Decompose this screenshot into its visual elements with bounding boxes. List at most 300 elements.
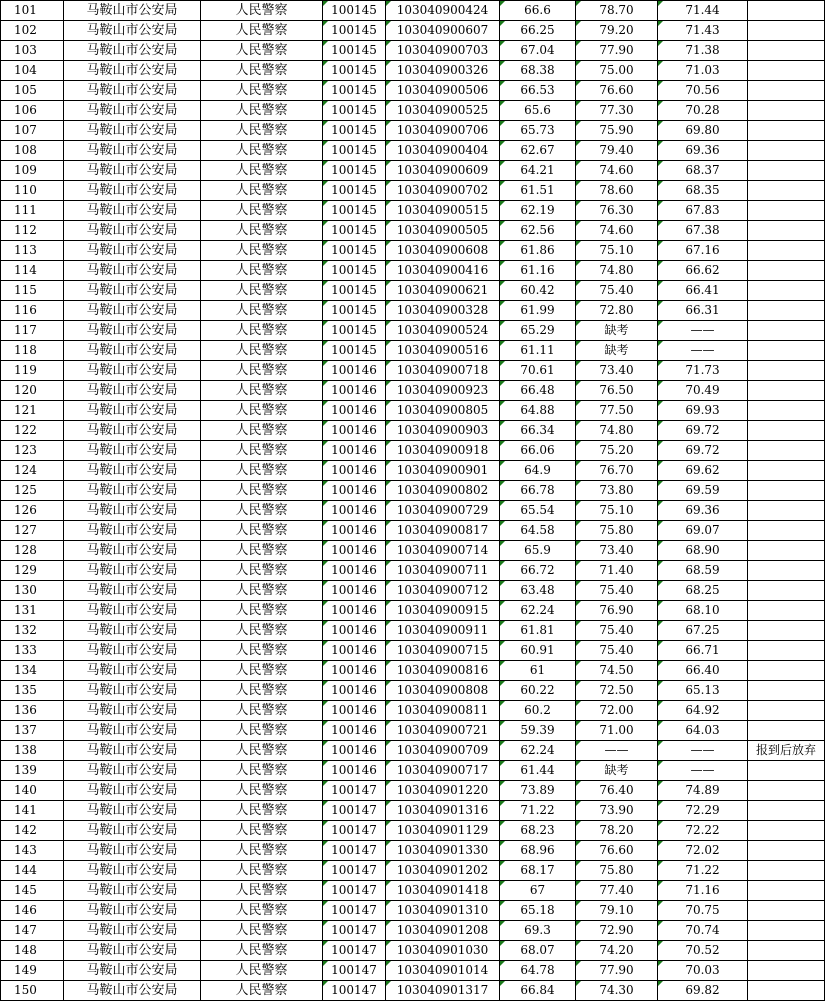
row-number-cell: 139 xyxy=(1,761,64,781)
position-code-cell: 100147 xyxy=(323,881,386,901)
position-cell: 人民警察 xyxy=(201,841,323,861)
note-cell xyxy=(748,641,825,661)
total-score-cell: 67.83 xyxy=(658,201,748,221)
position-code-cell: 100146 xyxy=(323,501,386,521)
row-number-cell: 149 xyxy=(1,961,64,981)
note-cell xyxy=(748,181,825,201)
exam-ticket-cell: 103040900525 xyxy=(386,101,500,121)
table-row xyxy=(1,661,825,681)
written-score-cell: 67.04 xyxy=(500,41,576,61)
note-cell xyxy=(748,881,825,901)
unit-cell: 马鞍山市公安局 xyxy=(64,661,201,681)
row-number-cell: 142 xyxy=(1,821,64,841)
total-score-cell: —— xyxy=(658,321,748,341)
table-row xyxy=(1,841,825,861)
note-cell xyxy=(748,381,825,401)
note-cell xyxy=(748,801,825,821)
total-score-cell: —— xyxy=(658,761,748,781)
unit-cell: 马鞍山市公安局 xyxy=(64,921,201,941)
note-cell xyxy=(748,781,825,801)
row-number-cell: 104 xyxy=(1,61,64,81)
exam-ticket-cell: 103040900328 xyxy=(386,301,500,321)
position-code-cell: 100145 xyxy=(323,301,386,321)
written-score-cell: 66.53 xyxy=(500,81,576,101)
row-number-cell: 129 xyxy=(1,561,64,581)
table-row xyxy=(1,921,825,941)
table-row xyxy=(1,441,825,461)
unit-cell: 马鞍山市公安局 xyxy=(64,201,201,221)
exam-ticket-cell: 103040900424 xyxy=(386,1,500,21)
interview-score-cell: 74.50 xyxy=(576,661,658,681)
note-cell xyxy=(748,241,825,261)
position-cell: 人民警察 xyxy=(201,881,323,901)
table-row xyxy=(1,61,825,81)
interview-score-cell: 71.00 xyxy=(576,721,658,741)
row-number-cell: 122 xyxy=(1,421,64,441)
unit-cell: 马鞍山市公安局 xyxy=(64,521,201,541)
unit-cell: 马鞍山市公安局 xyxy=(64,641,201,661)
unit-cell: 马鞍山市公安局 xyxy=(64,81,201,101)
table-row xyxy=(1,761,825,781)
exam-ticket-cell: 103040900805 xyxy=(386,401,500,421)
total-score-cell: 70.74 xyxy=(658,921,748,941)
total-score-cell: 64.92 xyxy=(658,701,748,721)
row-number-cell: 127 xyxy=(1,521,64,541)
interview-score-cell: 74.30 xyxy=(576,981,658,1001)
row-number-cell: 119 xyxy=(1,361,64,381)
note-cell xyxy=(748,581,825,601)
interview-score-cell: 76.90 xyxy=(576,601,658,621)
written-score-cell: 68.23 xyxy=(500,821,576,841)
table-row xyxy=(1,721,825,741)
table-row xyxy=(1,681,825,701)
written-score-cell: 66.84 xyxy=(500,981,576,1001)
table-row xyxy=(1,341,825,361)
written-score-cell: 69.3 xyxy=(500,921,576,941)
unit-cell: 马鞍山市公安局 xyxy=(64,881,201,901)
note-cell xyxy=(748,121,825,141)
exam-ticket-cell: 103040900811 xyxy=(386,701,500,721)
written-score-cell: 62.56 xyxy=(500,221,576,241)
row-number-cell: 116 xyxy=(1,301,64,321)
row-number-cell: 145 xyxy=(1,881,64,901)
position-code-cell: 100146 xyxy=(323,621,386,641)
note-cell xyxy=(748,301,825,321)
exam-ticket-cell: 103040900915 xyxy=(386,601,500,621)
row-number-cell: 105 xyxy=(1,81,64,101)
position-code-cell: 100146 xyxy=(323,761,386,781)
exam-ticket-cell: 103040900506 xyxy=(386,81,500,101)
table-row xyxy=(1,981,825,1001)
position-cell: 人民警察 xyxy=(201,421,323,441)
unit-cell: 马鞍山市公安局 xyxy=(64,161,201,181)
note-cell xyxy=(748,981,825,1001)
written-score-cell: 64.21 xyxy=(500,161,576,181)
row-number-cell: 143 xyxy=(1,841,64,861)
position-cell: 人民警察 xyxy=(201,621,323,641)
exam-ticket-cell: 103040900712 xyxy=(386,581,500,601)
total-score-cell: 74.89 xyxy=(658,781,748,801)
interview-score-cell: 缺考 xyxy=(576,321,658,341)
exam-ticket-cell: 103040900621 xyxy=(386,281,500,301)
unit-cell: 马鞍山市公安局 xyxy=(64,321,201,341)
interview-score-cell: —— xyxy=(576,741,658,761)
total-score-cell: 69.36 xyxy=(658,501,748,521)
written-score-cell: 64.78 xyxy=(500,961,576,981)
position-cell: 人民警察 xyxy=(201,341,323,361)
total-score-cell: 69.72 xyxy=(658,441,748,461)
exam-ticket-cell: 103040901030 xyxy=(386,941,500,961)
row-number-cell: 112 xyxy=(1,221,64,241)
table-row xyxy=(1,241,825,261)
position-code-cell: 100146 xyxy=(323,461,386,481)
position-cell: 人民警察 xyxy=(201,921,323,941)
exam-ticket-cell: 103040900703 xyxy=(386,41,500,61)
note-cell xyxy=(748,681,825,701)
total-score-cell: —— xyxy=(658,741,748,761)
total-score-cell: 69.82 xyxy=(658,981,748,1001)
exam-ticket-cell: 103040900709 xyxy=(386,741,500,761)
position-code-cell: 100145 xyxy=(323,181,386,201)
table-row xyxy=(1,801,825,821)
note-cell xyxy=(748,1,825,21)
unit-cell: 马鞍山市公安局 xyxy=(64,141,201,161)
position-code-cell: 100146 xyxy=(323,401,386,421)
position-cell: 人民警察 xyxy=(201,41,323,61)
table-row xyxy=(1,481,825,501)
position-code-cell: 100145 xyxy=(323,121,386,141)
position-cell: 人民警察 xyxy=(201,21,323,41)
table-row xyxy=(1,861,825,881)
position-code-cell: 100146 xyxy=(323,381,386,401)
unit-cell: 马鞍山市公安局 xyxy=(64,21,201,41)
note-cell xyxy=(748,661,825,681)
unit-cell: 马鞍山市公安局 xyxy=(64,801,201,821)
interview-score-cell: 71.40 xyxy=(576,561,658,581)
written-score-cell: 61.86 xyxy=(500,241,576,261)
interview-score-cell: 74.60 xyxy=(576,161,658,181)
interview-score-cell: 缺考 xyxy=(576,761,658,781)
position-cell: 人民警察 xyxy=(201,81,323,101)
note-cell xyxy=(748,861,825,881)
note-cell xyxy=(748,41,825,61)
position-code-cell: 100147 xyxy=(323,861,386,881)
exam-ticket-cell: 103040900729 xyxy=(386,501,500,521)
written-score-cell: 64.9 xyxy=(500,461,576,481)
position-code-cell: 100146 xyxy=(323,561,386,581)
position-cell: 人民警察 xyxy=(201,261,323,281)
total-score-cell: 68.37 xyxy=(658,161,748,181)
unit-cell: 马鞍山市公安局 xyxy=(64,821,201,841)
written-score-cell: 66.78 xyxy=(500,481,576,501)
table-row xyxy=(1,701,825,721)
written-score-cell: 68.38 xyxy=(500,61,576,81)
row-number-cell: 148 xyxy=(1,941,64,961)
total-score-cell: 69.72 xyxy=(658,421,748,441)
row-number-cell: 115 xyxy=(1,281,64,301)
row-number-cell: 133 xyxy=(1,641,64,661)
table-row xyxy=(1,281,825,301)
exam-ticket-cell: 103040900706 xyxy=(386,121,500,141)
position-cell: 人民警察 xyxy=(201,201,323,221)
exam-ticket-cell: 103040900711 xyxy=(386,561,500,581)
exam-ticket-cell: 103040901014 xyxy=(386,961,500,981)
interview-score-cell: 75.00 xyxy=(576,61,658,81)
interview-score-cell: 75.80 xyxy=(576,521,658,541)
position-cell: 人民警察 xyxy=(201,181,323,201)
position-cell: 人民警察 xyxy=(201,681,323,701)
note-cell xyxy=(748,961,825,981)
written-score-cell: 61 xyxy=(500,661,576,681)
row-number-cell: 138 xyxy=(1,741,64,761)
unit-cell: 马鞍山市公安局 xyxy=(64,1,201,21)
unit-cell: 马鞍山市公安局 xyxy=(64,781,201,801)
exam-ticket-cell: 103040900718 xyxy=(386,361,500,381)
total-score-cell: 67.16 xyxy=(658,241,748,261)
position-cell: 人民警察 xyxy=(201,521,323,541)
position-code-cell: 100146 xyxy=(323,681,386,701)
position-code-cell: 100146 xyxy=(323,581,386,601)
exam-ticket-cell: 103040900609 xyxy=(386,161,500,181)
exam-ticket-cell: 103040901317 xyxy=(386,981,500,1001)
written-score-cell: 71.22 xyxy=(500,801,576,821)
note-cell xyxy=(748,261,825,281)
position-code-cell: 100146 xyxy=(323,481,386,501)
table-row xyxy=(1,41,825,61)
position-cell: 人民警察 xyxy=(201,241,323,261)
interview-score-cell: 73.40 xyxy=(576,361,658,381)
exam-ticket-cell: 103040901208 xyxy=(386,921,500,941)
table-body xyxy=(1,1,825,1001)
position-cell: 人民警察 xyxy=(201,901,323,921)
written-score-cell: 60.22 xyxy=(500,681,576,701)
exam-ticket-cell: 103040901330 xyxy=(386,841,500,861)
note-cell xyxy=(748,841,825,861)
exam-ticket-cell: 103040900515 xyxy=(386,201,500,221)
exam-ticket-cell: 103040900901 xyxy=(386,461,500,481)
unit-cell: 马鞍山市公安局 xyxy=(64,461,201,481)
row-number-cell: 130 xyxy=(1,581,64,601)
table-row xyxy=(1,621,825,641)
unit-cell: 马鞍山市公安局 xyxy=(64,361,201,381)
total-score-cell: 68.59 xyxy=(658,561,748,581)
position-code-cell: 100145 xyxy=(323,21,386,41)
written-score-cell: 62.67 xyxy=(500,141,576,161)
position-code-cell: 100147 xyxy=(323,981,386,1001)
row-number-cell: 137 xyxy=(1,721,64,741)
total-score-cell: 65.13 xyxy=(658,681,748,701)
note-cell xyxy=(748,601,825,621)
row-number-cell: 136 xyxy=(1,701,64,721)
row-number-cell: 126 xyxy=(1,501,64,521)
exam-ticket-cell: 103040900608 xyxy=(386,241,500,261)
position-cell: 人民警察 xyxy=(201,361,323,381)
position-code-cell: 100147 xyxy=(323,941,386,961)
written-score-cell: 65.9 xyxy=(500,541,576,561)
position-cell: 人民警察 xyxy=(201,641,323,661)
exam-ticket-cell: 103040900607 xyxy=(386,21,500,41)
written-score-cell: 65.6 xyxy=(500,101,576,121)
position-code-cell: 100146 xyxy=(323,661,386,681)
position-code-cell: 100147 xyxy=(323,801,386,821)
position-cell: 人民警察 xyxy=(201,581,323,601)
position-code-cell: 100147 xyxy=(323,961,386,981)
position-code-cell: 100145 xyxy=(323,341,386,361)
written-score-cell: 59.39 xyxy=(500,721,576,741)
interview-score-cell: 74.80 xyxy=(576,421,658,441)
position-code-cell: 100145 xyxy=(323,61,386,81)
unit-cell: 马鞍山市公安局 xyxy=(64,901,201,921)
note-cell xyxy=(748,941,825,961)
exam-ticket-cell: 103040900911 xyxy=(386,621,500,641)
position-code-cell: 100145 xyxy=(323,321,386,341)
position-cell: 人民警察 xyxy=(201,401,323,421)
row-number-cell: 111 xyxy=(1,201,64,221)
note-cell xyxy=(748,901,825,921)
table-row xyxy=(1,521,825,541)
position-code-cell: 100145 xyxy=(323,41,386,61)
written-score-cell: 68.17 xyxy=(500,861,576,881)
position-cell: 人民警察 xyxy=(201,301,323,321)
unit-cell: 马鞍山市公安局 xyxy=(64,741,201,761)
row-number-cell: 107 xyxy=(1,121,64,141)
interview-score-cell: 77.30 xyxy=(576,101,658,121)
row-number-cell: 117 xyxy=(1,321,64,341)
written-score-cell: 64.88 xyxy=(500,401,576,421)
unit-cell: 马鞍山市公安局 xyxy=(64,961,201,981)
interview-score-cell: 72.90 xyxy=(576,921,658,941)
note-cell xyxy=(748,621,825,641)
unit-cell: 马鞍山市公安局 xyxy=(64,941,201,961)
position-cell: 人民警察 xyxy=(201,161,323,181)
interview-score-cell: 75.40 xyxy=(576,281,658,301)
total-score-cell: 67.38 xyxy=(658,221,748,241)
written-score-cell: 61.11 xyxy=(500,341,576,361)
total-score-cell: 70.49 xyxy=(658,381,748,401)
note-cell xyxy=(748,401,825,421)
exam-ticket-cell: 103040900721 xyxy=(386,721,500,741)
note-cell xyxy=(748,101,825,121)
position-code-cell: 100145 xyxy=(323,281,386,301)
position-code-cell: 100146 xyxy=(323,601,386,621)
written-score-cell: 70.61 xyxy=(500,361,576,381)
position-cell: 人民警察 xyxy=(201,381,323,401)
unit-cell: 马鞍山市公安局 xyxy=(64,621,201,641)
table-row xyxy=(1,401,825,421)
written-score-cell: 61.51 xyxy=(500,181,576,201)
interview-score-cell: 74.60 xyxy=(576,221,658,241)
row-number-cell: 146 xyxy=(1,901,64,921)
interview-score-cell: 77.90 xyxy=(576,41,658,61)
unit-cell: 马鞍山市公安局 xyxy=(64,381,201,401)
row-number-cell: 147 xyxy=(1,921,64,941)
total-score-cell: 71.73 xyxy=(658,361,748,381)
table-row xyxy=(1,461,825,481)
total-score-cell: 69.80 xyxy=(658,121,748,141)
interview-score-cell: 75.10 xyxy=(576,501,658,521)
written-score-cell: 66.72 xyxy=(500,561,576,581)
row-number-cell: 109 xyxy=(1,161,64,181)
row-number-cell: 124 xyxy=(1,461,64,481)
interview-score-cell: 78.70 xyxy=(576,1,658,21)
written-score-cell: 64.58 xyxy=(500,521,576,541)
row-number-cell: 108 xyxy=(1,141,64,161)
exam-ticket-cell: 103040900715 xyxy=(386,641,500,661)
total-score-cell: 71.43 xyxy=(658,21,748,41)
row-number-cell: 120 xyxy=(1,381,64,401)
written-score-cell: 66.25 xyxy=(500,21,576,41)
total-score-cell: 66.40 xyxy=(658,661,748,681)
written-score-cell: 67 xyxy=(500,881,576,901)
written-score-cell: 65.54 xyxy=(500,501,576,521)
unit-cell: 马鞍山市公安局 xyxy=(64,581,201,601)
table-row xyxy=(1,121,825,141)
table-row xyxy=(1,361,825,381)
table-row xyxy=(1,541,825,561)
position-cell: 人民警察 xyxy=(201,821,323,841)
row-number-cell: 141 xyxy=(1,801,64,821)
position-cell: 人民警察 xyxy=(201,721,323,741)
unit-cell: 马鞍山市公安局 xyxy=(64,681,201,701)
unit-cell: 马鞍山市公安局 xyxy=(64,601,201,621)
exam-ticket-cell: 103040900808 xyxy=(386,681,500,701)
position-code-cell: 100146 xyxy=(323,701,386,721)
position-cell: 人民警察 xyxy=(201,701,323,721)
note-cell xyxy=(748,921,825,941)
interview-score-cell: 76.70 xyxy=(576,461,658,481)
interview-score-cell: 73.80 xyxy=(576,481,658,501)
table-row xyxy=(1,1,825,21)
interview-score-cell: 72.50 xyxy=(576,681,658,701)
unit-cell: 马鞍山市公安局 xyxy=(64,241,201,261)
note-cell xyxy=(748,281,825,301)
table-row xyxy=(1,781,825,801)
table-row xyxy=(1,901,825,921)
table-row xyxy=(1,381,825,401)
position-code-cell: 100145 xyxy=(323,101,386,121)
written-score-cell: 60.91 xyxy=(500,641,576,661)
exam-ticket-cell: 103040900702 xyxy=(386,181,500,201)
total-score-cell: 71.44 xyxy=(658,1,748,21)
total-score-cell: —— xyxy=(658,341,748,361)
position-code-cell: 100146 xyxy=(323,541,386,561)
unit-cell: 马鞍山市公安局 xyxy=(64,761,201,781)
written-score-cell: 60.2 xyxy=(500,701,576,721)
position-cell: 人民警察 xyxy=(201,801,323,821)
total-score-cell: 69.93 xyxy=(658,401,748,421)
table-row xyxy=(1,161,825,181)
row-number-cell: 134 xyxy=(1,661,64,681)
unit-cell: 马鞍山市公安局 xyxy=(64,61,201,81)
unit-cell: 马鞍山市公安局 xyxy=(64,101,201,121)
row-number-cell: 128 xyxy=(1,541,64,561)
position-cell: 人民警察 xyxy=(201,481,323,501)
interview-score-cell: 76.60 xyxy=(576,81,658,101)
exam-ticket-cell: 103040900802 xyxy=(386,481,500,501)
position-cell: 人民警察 xyxy=(201,941,323,961)
exam-ticket-cell: 103040900923 xyxy=(386,381,500,401)
row-number-cell: 101 xyxy=(1,1,64,21)
note-cell xyxy=(748,821,825,841)
position-cell: 人民警察 xyxy=(201,281,323,301)
position-cell: 人民警察 xyxy=(201,461,323,481)
position-cell: 人民警察 xyxy=(201,441,323,461)
total-score-cell: 70.28 xyxy=(658,101,748,121)
position-cell: 人民警察 xyxy=(201,661,323,681)
total-score-cell: 69.07 xyxy=(658,521,748,541)
note-cell xyxy=(748,761,825,781)
written-score-cell: 65.73 xyxy=(500,121,576,141)
